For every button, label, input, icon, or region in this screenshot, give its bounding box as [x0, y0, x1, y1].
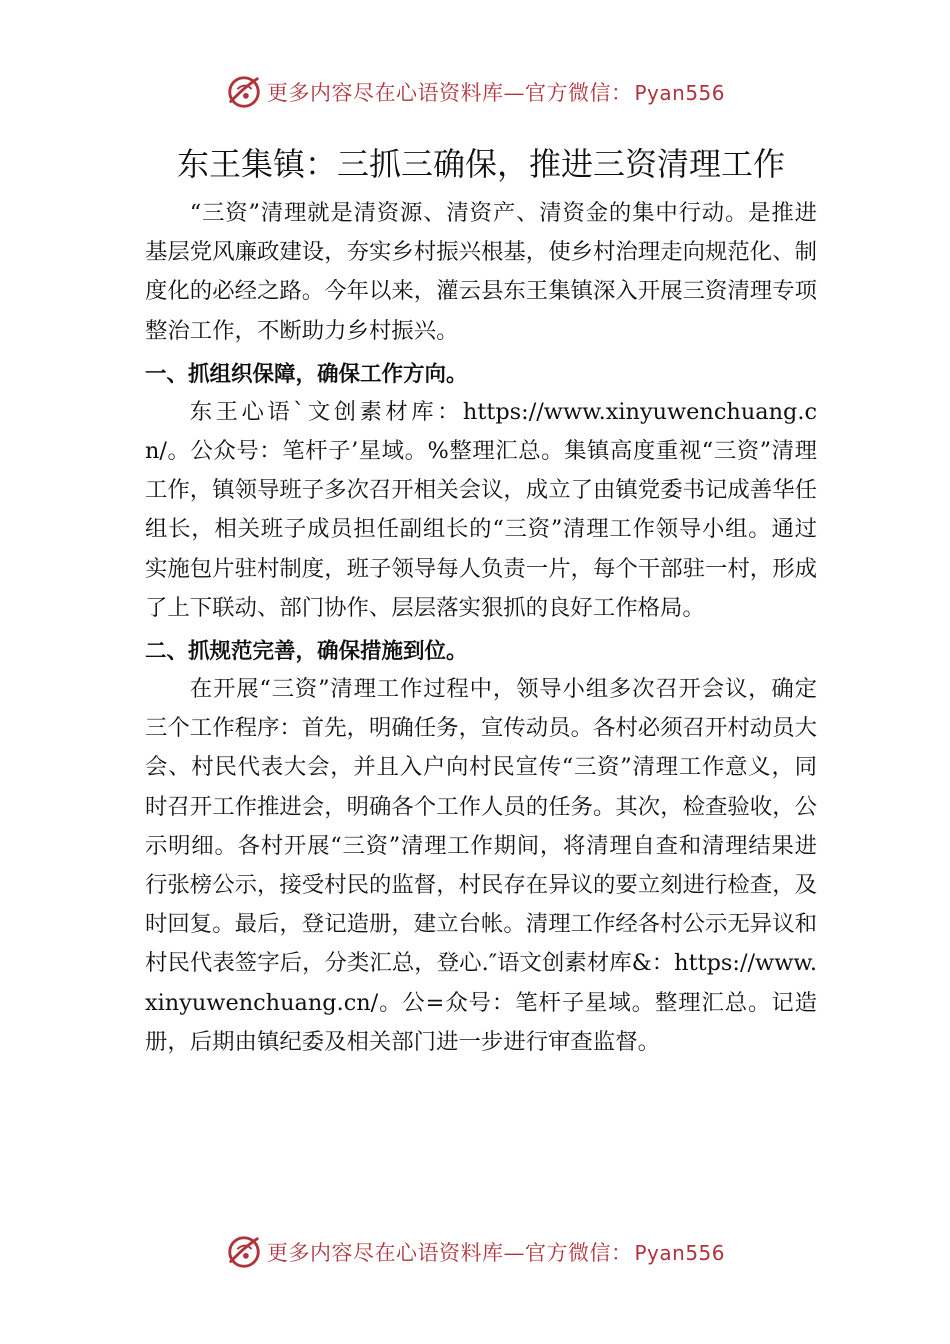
document-body	[145, 138, 817, 1062]
banner-text: 更多内容尽在心语资料库—官方微信： Pyan556	[266, 81, 725, 105]
intro-paragraph: “三资”清理就是清资源、清资产、清资金的集中行动。是推进基层党风廉政建设，夯实乡村振兴根基，使乡村治理走向规范化、制度化的必经之路。今年以来，灌云县东王集镇深入开展三资清理专项整治工作，不断助力乡村振兴。	[145, 200, 817, 344]
section-2-heading: 二、抓规范完善，确保措施到位。	[145, 639, 468, 665]
footer-banner	[0, 1232, 950, 1272]
section-2-paragraph: 在开展“三资”清理工作过程中，领导小组多次召开会议，确定三个工作程序：首先，明确任务，宣传动员。各村必须召开村动员大会、村民代表大会，并且入户向村民宣传“三资”清理工作意义，同时召开工作推进会，明确各个工作人员的任务。其次，检查验收，公示明细。各村开展“三资”清理工作期间，将清理自查和清理结果进行张榜公示，接受村民的监督，村民存在异议的要立刻进行检查，及时回复。最后，登记造册，建立台帐。清理工作经各村公示无异议和村民代表签字后，分类汇总，登心.″语文创素材库&：https://www.xinyuwenchuang.cn/。公=众号：笔杆子星域。整理汇总。记造册，后期由镇纪委及相关部门进一步进行审查监督。	[145, 676, 817, 1055]
wechat-id: Pyan556	[634, 1241, 725, 1265]
section-1-heading: 一、抓组织保障，确保工作方向。	[145, 361, 468, 387]
header-banner	[0, 72, 950, 112]
section-1-paragraph: 东王心语`文创素材库：https://www.xinyuwenchuang.cn/。公众号：笔杆子’星域。%整理汇总。集镇高度重视“三资”清理工作，镇领导班子多次召开相关会议，成立了由镇党委书记成善华任组长，相关班子成员担任副组长的“三资”清理工作领导小组。通过实施包片驻村制度，班子领导每人负责一片，每个干部驻一村，形成了上下联动、部门协作、层层落实狠抓的良好工作格局。	[145, 398, 817, 621]
page-title: 东王集镇：三抓三确保，推进三资清理工作	[176, 145, 785, 183]
banner-text: 更多内容尽在心语资料库—官方微信： Pyan556	[266, 1241, 725, 1265]
logo-icon	[225, 1233, 263, 1271]
logo-icon	[225, 73, 263, 111]
wechat-id: Pyan556	[634, 81, 725, 105]
